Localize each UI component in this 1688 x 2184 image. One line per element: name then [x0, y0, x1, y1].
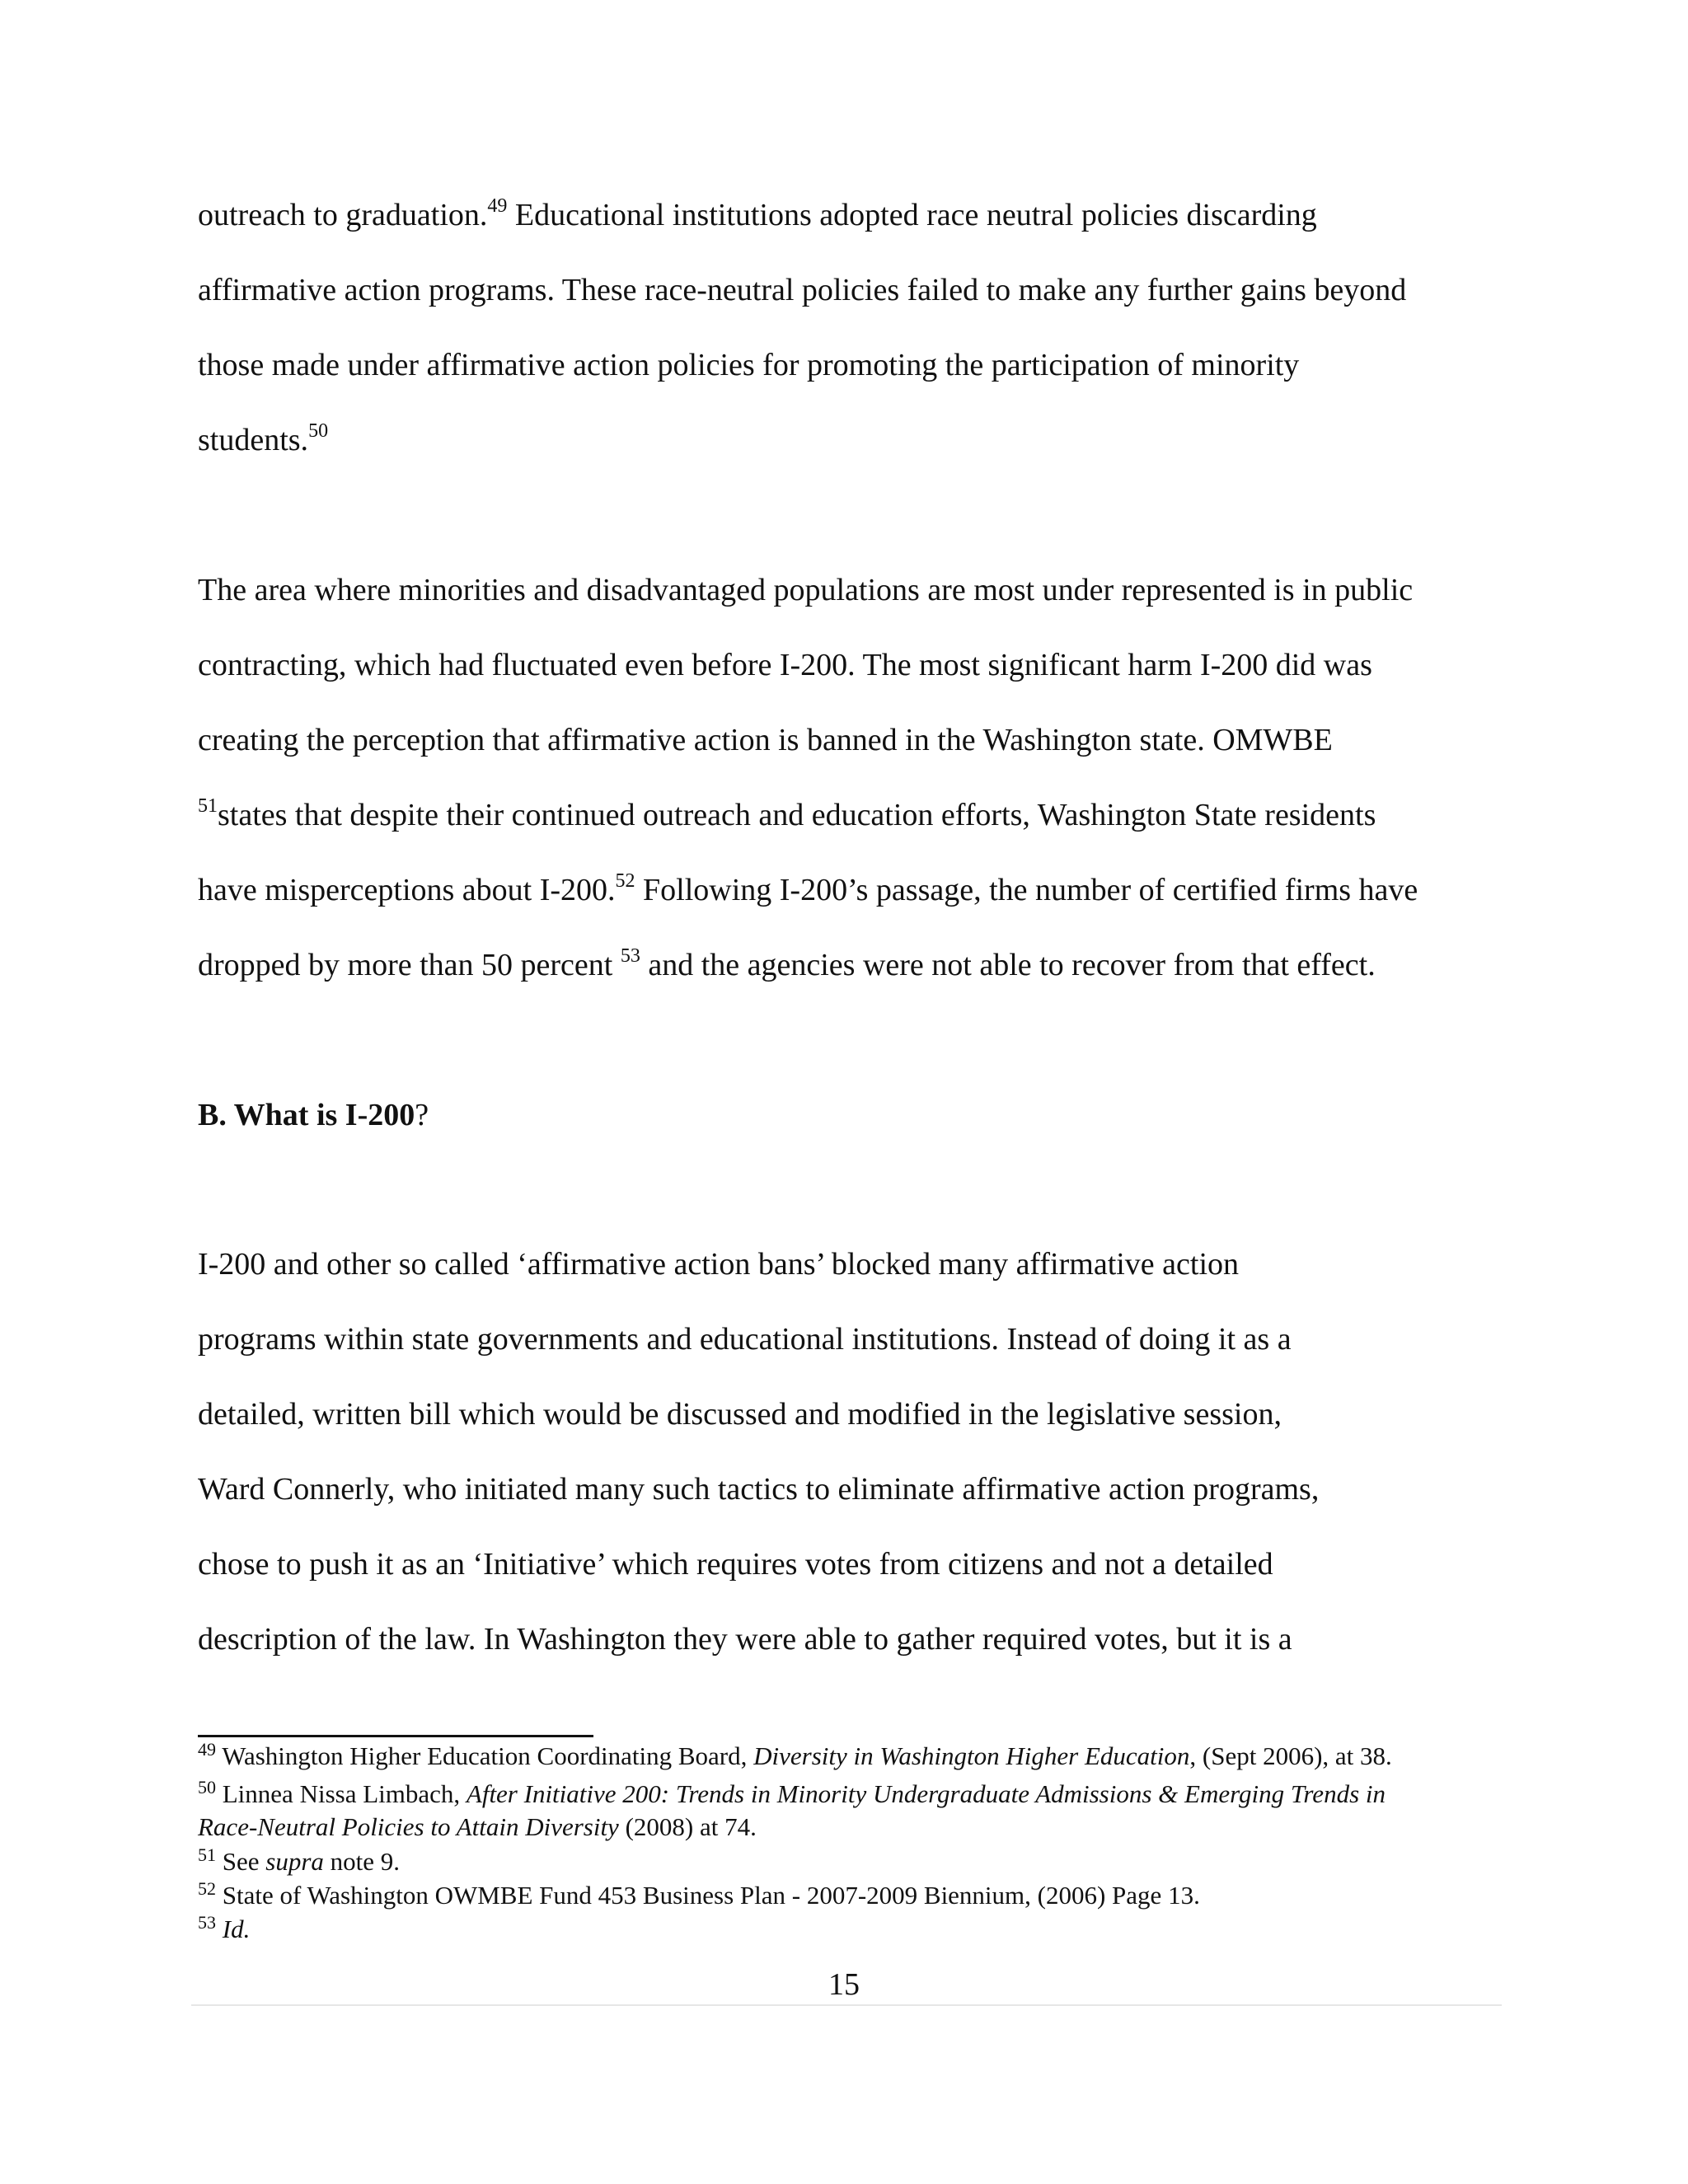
text: (2008) at 74. — [618, 1812, 757, 1841]
text: dropped by more than 50 percent — [198, 948, 621, 982]
italic-title: After Initiative 200: Trends in Minority Undergraduate Admissions & Emerging Trends in — [466, 1779, 1386, 1808]
text: outreach to graduation. — [198, 198, 488, 232]
text: students. — [198, 423, 309, 457]
p3-line-3: detailed, written bill which would be discussed and modified in the legislative session, — [198, 1397, 1282, 1432]
footnote-divider — [198, 1735, 593, 1737]
text: and the agencies were not able to recover from that effect. — [640, 948, 1376, 982]
footnote-number: 51 — [198, 1844, 216, 1865]
footnote-ref-53[interactable]: 53 — [620, 945, 640, 968]
text: Educational institutions adopted race neutral policies discarding — [507, 198, 1317, 232]
text: Linnea Nissa Limbach, — [216, 1779, 467, 1808]
text: have misperceptions about I-200. — [198, 873, 616, 907]
footnote-ref-51[interactable]: 51 — [198, 795, 218, 818]
heading-bold-text: B. What is I-200 — [198, 1098, 415, 1132]
p2-line-1: The area where minorities and disadvantaged populations are most under represented is in public — [198, 573, 1414, 607]
page-number: 15 — [828, 1967, 860, 2002]
section-heading — [198, 1096, 429, 1134]
footnote-52 — [198, 1877, 1200, 1911]
p2-line-6 — [198, 946, 1376, 984]
footnote-50-cont — [198, 1811, 757, 1843]
p1-line-4 — [198, 421, 328, 459]
text: note 9. — [323, 1847, 401, 1876]
p1-line-3: those made under affirmative action policies for promoting the participation of minority — [198, 348, 1300, 382]
footnote-number: 49 — [198, 1738, 216, 1760]
p1-line-2: affirmative action programs. These race-neutral policies failed to make any further gains beyond — [198, 273, 1407, 307]
italic-text: supra — [265, 1847, 324, 1876]
page-bottom-divider — [191, 2004, 1502, 2006]
footnote-ref-52[interactable]: 52 — [615, 870, 635, 893]
text: Washington Higher Education Coordinating Board, — [216, 1741, 754, 1770]
text: , (Sept 2006), at 38. — [1189, 1741, 1392, 1770]
p2-line-2: contracting, which had fluctuated even before I-200. The most significant harm I-200 did was — [198, 648, 1372, 682]
footnote-ref-49[interactable]: 49 — [487, 195, 508, 218]
text: states that despite their continued outreach and education efforts, Washington State residents — [218, 798, 1376, 832]
italic-text: Id. — [216, 1915, 251, 1943]
p2-line-4 — [198, 796, 1376, 834]
footnote-ref-50[interactable]: 50 — [308, 420, 329, 443]
p3-line-5: chose to push it as an ‘Initiative’ which requires votes from citizens and not a detailed — [198, 1547, 1273, 1582]
italic-title: Race-Neutral Policies to Attain Diversity — [198, 1812, 619, 1841]
footnote-50 — [198, 1776, 1386, 1810]
p2-line-3: creating the perception that affirmative action is banned in the Washington state. OMWBE — [198, 723, 1333, 757]
italic-title: Diversity in Washington Higher Education — [753, 1741, 1190, 1770]
footnote-51 — [198, 1846, 400, 1877]
text: See — [216, 1847, 266, 1876]
p3-line-1: I-200 and other so called ‘affirmative action bans’ blocked many affirmative action — [198, 1247, 1240, 1282]
p3-line-4: Ward Connerly, who initiated many such tactics to eliminate affirmative action programs, — [198, 1472, 1320, 1507]
footnote-number: 52 — [198, 1877, 216, 1899]
heading-rest-text: ? — [415, 1098, 429, 1132]
footnote-49 — [198, 1738, 1392, 1772]
footnote-number: 53 — [198, 1911, 216, 1933]
footnote-53 — [198, 1911, 251, 1945]
text: Following I-200’s passage, the number of certified firms have — [635, 873, 1418, 907]
p3-line-2: programs within state governments and educational institutions. Instead of doing it as a — [198, 1322, 1292, 1357]
p2-line-5 — [198, 871, 1418, 909]
text: State of Washington OWMBE Fund 453 Business Plan - 2007-2009 Biennium, (2006) Page 13. — [216, 1881, 1200, 1910]
p3-line-6: description of the law. In Washington they were able to gather required votes, but it is a — [198, 1622, 1292, 1657]
footnote-number: 50 — [198, 1776, 216, 1797]
p1-line-1 — [198, 196, 1317, 234]
